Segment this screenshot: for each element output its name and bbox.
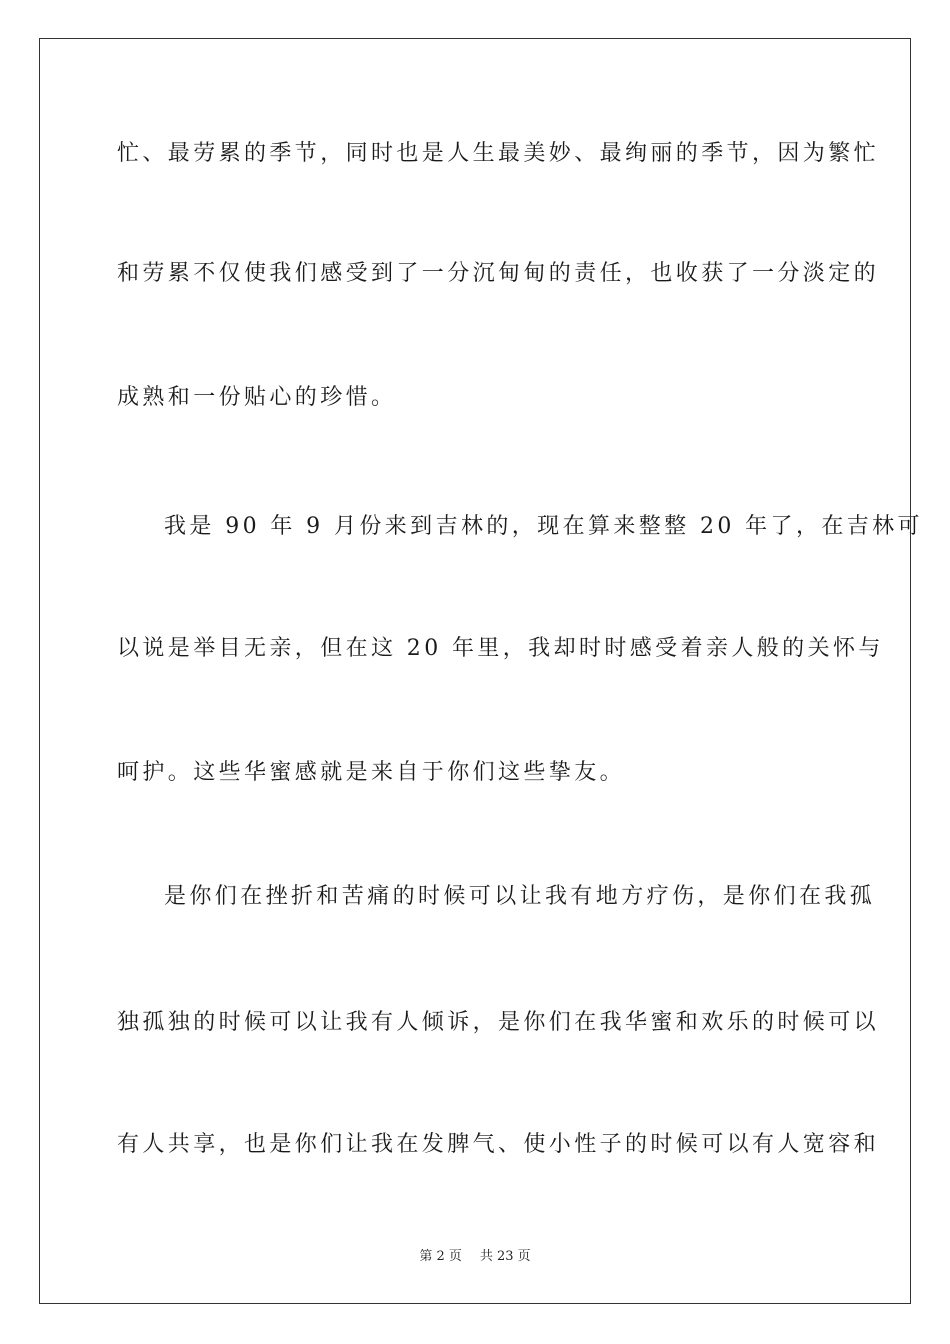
paragraph-line: 成熟和一份贴心的珍惜。 (117, 385, 397, 410)
page-border (39, 38, 923, 1304)
page-total: 共 23 页 (479, 1249, 531, 1264)
page-footer (0, 1248, 950, 1266)
paragraph-line: 是你们在挫折和苦痛的时候可以让我有地方疗伤，是你们在我孤 (164, 884, 876, 909)
paragraph-line: 有人共享，也是你们让我在发脾气、使小性子的时候可以有人宽容和 (117, 1132, 880, 1157)
paragraph-line: 独孤独的时候可以让我有人倾诉，是你们在我华蜜和欢乐的时候可以 (117, 1010, 880, 1035)
paragraph-line: 呵护。这些华蜜感就是来自于你们这些挚友。 (117, 760, 626, 785)
paragraph-line: 和劳累不仅使我们感受到了一分沉甸甸的责任，也收获了一分淡定的 (117, 261, 880, 286)
paragraph-line: 我是 90 年 9 月份来到吉林的，现在算来整整 20 年了，在吉林可 (164, 514, 923, 539)
page-number: 第 2 页 (419, 1249, 462, 1264)
paragraph-line: 忙、最劳累的季节，同时也是人生最美妙、最绚丽的季节，因为繁忙 (117, 141, 880, 166)
paragraph-line: 以说是举目无亲，但在这 20 年里，我却时时感受着亲人般的关怀与 (117, 636, 884, 661)
